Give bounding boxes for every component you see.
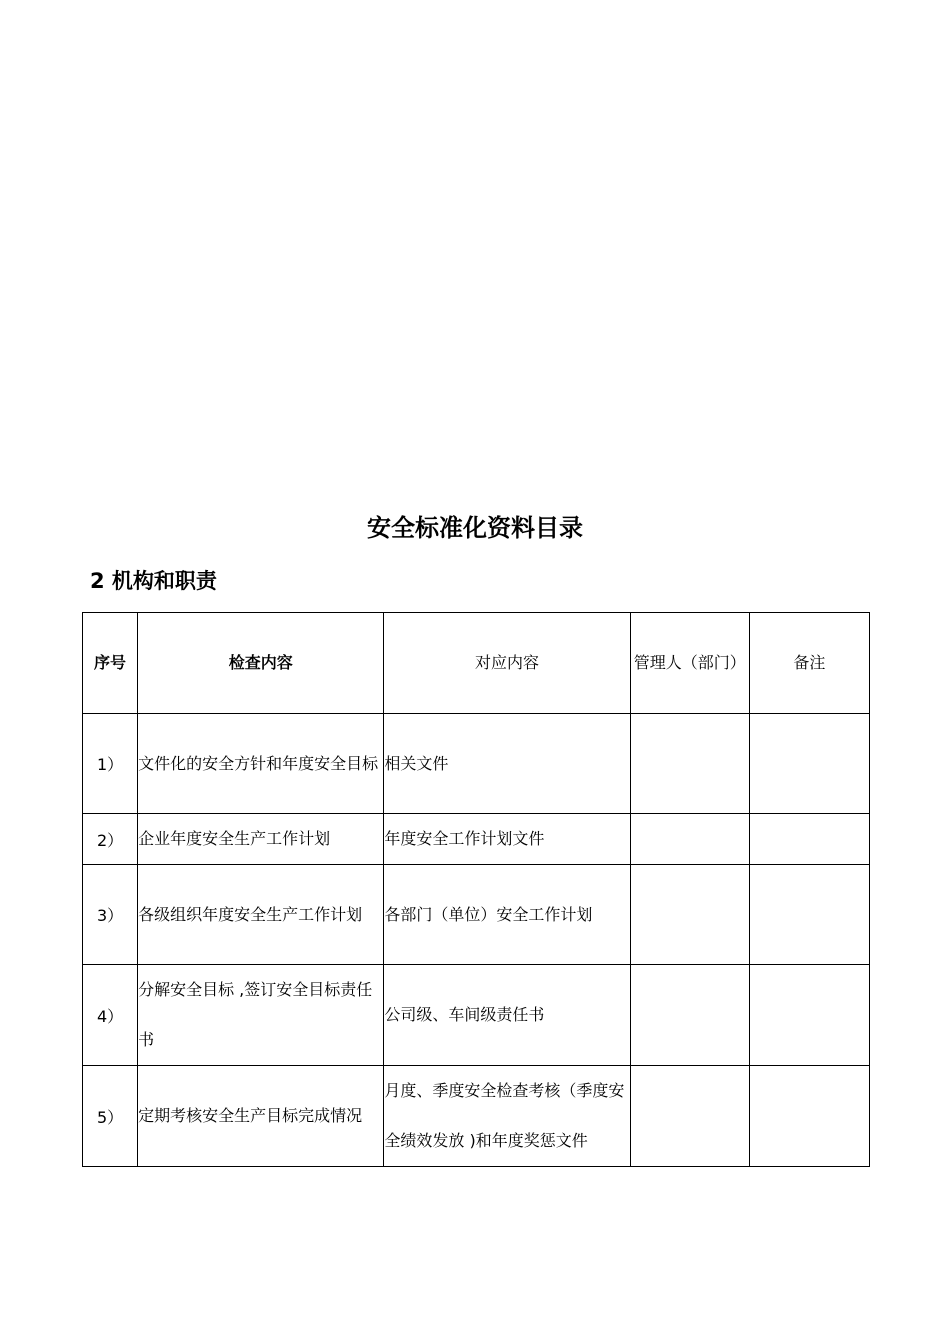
cell-remarks — [749, 865, 869, 965]
cell-corresponding-content: 月度、季度安全检查考核（季度安全绩效发放 )和年度奖惩文件 — [384, 1066, 630, 1167]
cell-check-content: 定期考核安全生产目标完成情况 — [138, 1066, 384, 1167]
table-row — [83, 1066, 870, 1167]
cell-serial-number: 5） — [83, 1066, 138, 1167]
cell-manager — [630, 1066, 749, 1167]
cell-check-content: 文件化的安全方针和年度安全目标 — [138, 714, 384, 814]
cell-remarks — [749, 714, 869, 814]
cell-corresponding-content: 年度安全工作计划文件 — [384, 814, 630, 865]
table-row — [83, 965, 870, 1066]
cell-remarks — [749, 1066, 869, 1167]
cell-check-content: 分解安全目标 ,签订安全目标责任书 — [138, 965, 384, 1066]
section-heading: 2 机构和职责 — [90, 569, 217, 593]
cell-manager — [630, 814, 749, 865]
cell-manager — [630, 714, 749, 814]
header-serial-number: 序号 — [83, 613, 138, 714]
cell-manager — [630, 865, 749, 965]
header-check-content: 检查内容 — [138, 613, 384, 714]
cell-serial-number: 3） — [83, 865, 138, 965]
cell-check-content: 企业年度安全生产工作计划 — [138, 814, 384, 865]
cell-serial-number: 2） — [83, 814, 138, 865]
cell-corresponding-content: 公司级、车间级责任书 — [384, 965, 630, 1066]
document-title: 安全标准化资料目录 — [367, 514, 583, 542]
cell-check-content: 各级组织年度安全生产工作计划 — [138, 865, 384, 965]
table-row — [83, 865, 870, 965]
table-row — [83, 814, 870, 865]
cell-corresponding-content: 相关文件 — [384, 714, 630, 814]
cell-remarks — [749, 814, 869, 865]
cell-corresponding-content: 各部门（单位）安全工作计划 — [384, 865, 630, 965]
header-remarks: 备注 — [749, 613, 869, 714]
header-corresponding-content: 对应内容 — [384, 613, 630, 714]
cell-manager — [630, 965, 749, 1066]
header-manager-department: 管理人（部门） — [630, 613, 749, 714]
table-header-row — [83, 613, 870, 714]
catalog-table — [82, 612, 870, 1167]
cell-serial-number: 4） — [83, 965, 138, 1066]
table-row — [83, 714, 870, 814]
cell-serial-number: 1） — [83, 714, 138, 814]
cell-remarks — [749, 965, 869, 1066]
